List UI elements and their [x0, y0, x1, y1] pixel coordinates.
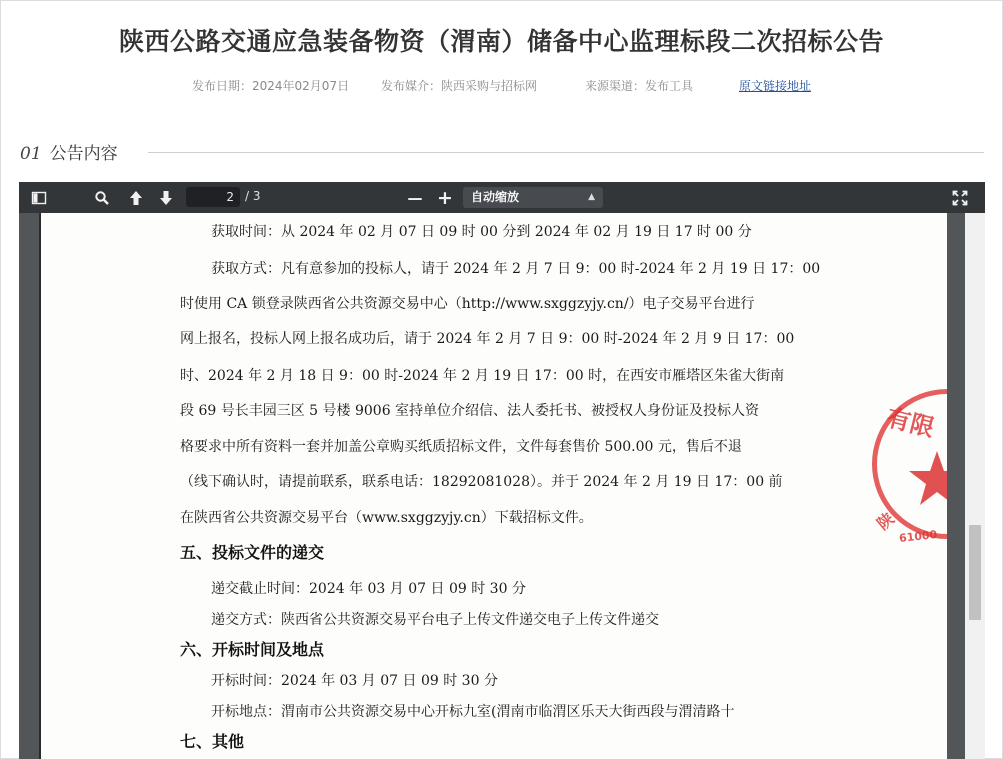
- original-link[interactable]: 原文链接地址: [739, 79, 812, 93]
- seal-text-top: 有限: [883, 403, 938, 443]
- opening-place: 开标地点：渭南市公共资源交易中心开标九室(渭南市临渭区乐天大街西段与渭清路十: [211, 704, 735, 720]
- heading-submission: 五、投标文件的递交: [180, 543, 325, 562]
- doc-line: 段 69 号长丰园三区 5 号楼 9006 室持单位介绍信、法人委托书、被授权人身份证及投标人资: [180, 403, 760, 419]
- pdf-viewer: [19, 182, 985, 759]
- seal-number: 61000: [898, 528, 938, 545]
- scrollbar[interactable]: [965, 213, 985, 759]
- fullscreen-icon[interactable]: [949, 187, 971, 209]
- page-total: / 3: [245, 189, 261, 203]
- seal-star-icon: [907, 449, 947, 509]
- doc-line: （线下确认时，请提前联系，联系电话：18292081028）。并于 2024 年 2 月 19 日 17：00 前: [180, 474, 783, 490]
- pdf-toolbar: [19, 182, 985, 213]
- heading-other: 七、其他: [180, 732, 245, 751]
- doc-line: 获取方式：凡有意参加的投标人，请于 2024 年 2 月 7 日 9：00 时-2024 年 2 月 19 日 17：00: [211, 261, 821, 277]
- section-number: 01: [20, 144, 42, 164]
- page-title: 陕西公路交通应急装备物资（渭南）储备中心监理标段二次招标公告: [118, 27, 884, 56]
- section-label: 公告内容: [49, 144, 118, 164]
- opening-time: 开标时间：2024 年 03 月 07 日 09 时 30 分: [211, 673, 498, 689]
- zoom-in-button[interactable]: +: [437, 187, 453, 209]
- source-channel: 来源渠道：发布工具: [585, 79, 694, 93]
- section-divider: [148, 152, 984, 153]
- doc-line: 在陕西省公共资源交易平台（www.sxggzyjy.cn）下载招标文件。: [180, 510, 593, 526]
- zoom-select[interactable]: [463, 187, 603, 208]
- seal-text-left: 陕: [873, 508, 898, 534]
- doc-line: 时使用 CA 锁登录陕西省公共资源交易中心（http://www.sxggzyjy.cn/）电子交易平台进行: [180, 296, 755, 312]
- publish-date: 发布日期：2024年02月07日: [192, 79, 350, 93]
- zoom-out-button[interactable]: —: [407, 189, 423, 207]
- submission-method: 递交方式：陕西省公共资源交易平台电子上传文件递交电子上传文件递交: [211, 612, 659, 628]
- submission-deadline: 递交截止时间：2024 年 03 月 07 日 09 时 30 分: [211, 581, 526, 597]
- arrow-up-icon[interactable]: [125, 187, 147, 209]
- section-heading: [20, 139, 118, 164]
- doc-line: 网上报名，投标人网上报名成功后，请于 2024 年 2 月 7 日 9：00 时-2024 年 2 月 9 日 17：00: [180, 331, 795, 347]
- search-icon[interactable]: [91, 187, 113, 209]
- arrow-down-icon[interactable]: [155, 187, 177, 209]
- zoom-select-value: 自动缩放: [471, 190, 520, 204]
- page-number-input[interactable]: 2: [186, 187, 240, 207]
- heading-opening: 六、开标时间及地点: [180, 640, 325, 659]
- publish-media: 发布媒介：陕西采购与招标网: [381, 79, 538, 93]
- chevron-updown-icon: ▲: [588, 192, 595, 202]
- doc-line: 格要求中所有资料一套并加盖公章购买纸质招标文件，文件每套售价 500.00 元，售后不退: [180, 439, 742, 455]
- pdf-page: [39, 213, 947, 759]
- scrollbar-thumb[interactable]: [969, 525, 981, 620]
- doc-line: 获取时间：从 2024 年 02 月 07 日 09 时 00 分到 2024 年 02 月 19 日 17 时 00 分: [211, 224, 752, 240]
- sidebar-icon[interactable]: [28, 187, 50, 209]
- doc-line: 时、2024 年 2 月 18 日 9：00 时-2024 年 2 月 19 日 17：00 时，在西安市雁塔区朱雀大街南: [180, 368, 785, 384]
